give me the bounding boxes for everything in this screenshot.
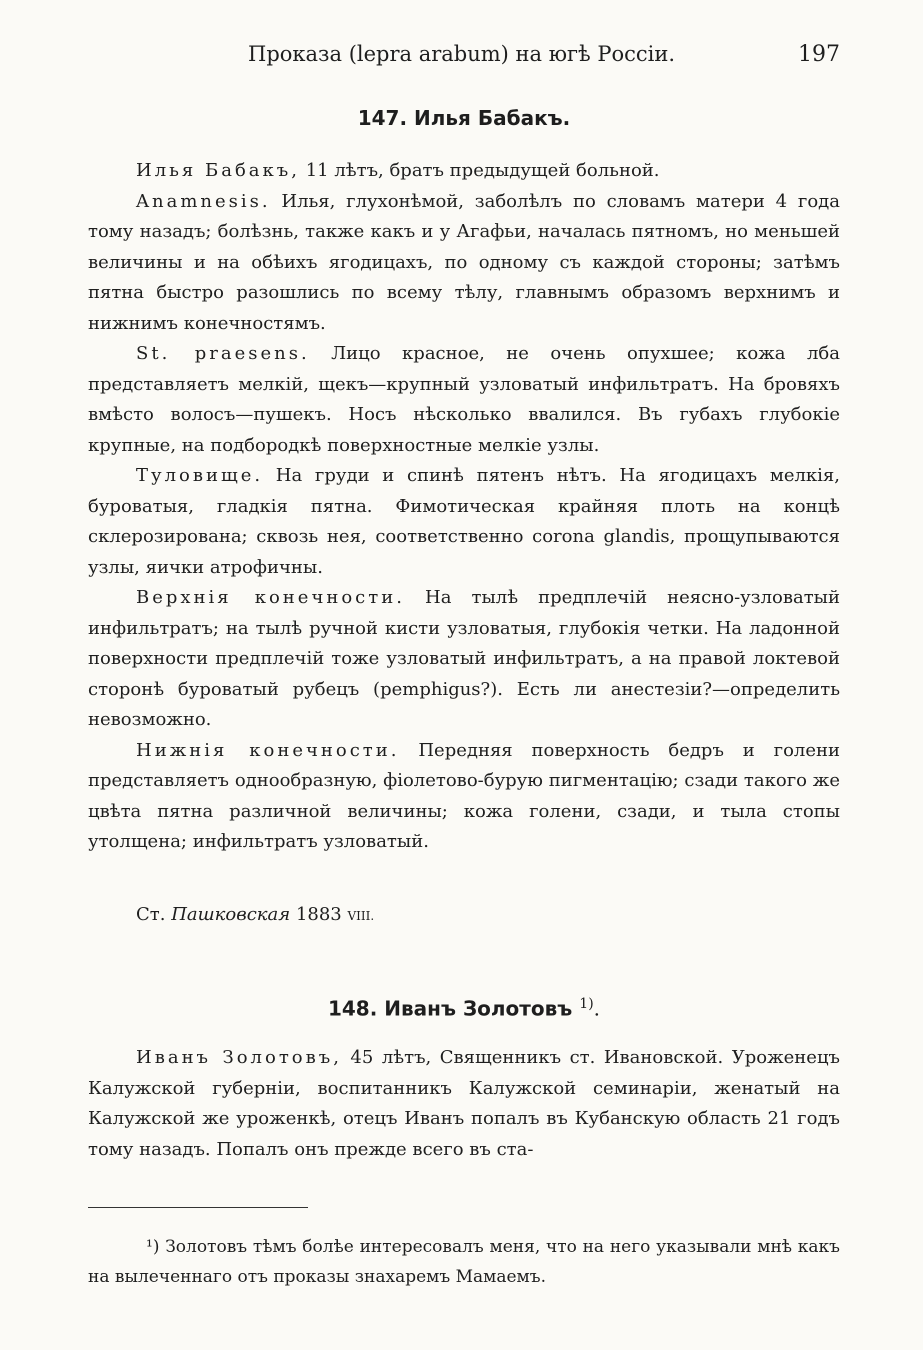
paragraph-lead: St. praesens. [136,343,310,364]
paragraph-text: Лицо красное, не очень опухшее; кожа лба представляетъ мелкій, щекъ—крупный узловатый инфильтратъ. На бровяхъ вмѣсто волосъ—пушекъ. Носъ нѣсколько ввалился. Въ губахъ глубокіе крупные, на подбородкѣ поверхностные мелкіе узлы. [88,343,840,456]
footnote-rule [88,1207,308,1208]
paragraph [88,187,840,340]
paragraph-text: Илья, глухонѣмой, заболѣлъ по словамъ матери 4 года тому назадъ; болѣзнь, также какъ и у Агафьи, началась пятномъ, но меньшей величины и на обѣихъ ягодицахъ, по одному съ каждой стороны; затѣмъ пятна быстро разошлись по всему тѣлу, главнымъ образомъ верхнимъ и нижнимъ конечностямъ. [88,190,840,334]
paragraph [88,461,840,583]
paragraph-text: Передняя поверхность бедръ и голени представляетъ однообразную, фіолетово-бурую пигментацію; сзади такого же цвѣта пятна различной величины; кожа голени, сзади, и тыла стопы утолщена; инфильтратъ узловатый. [88,739,840,852]
paragraph-text: На груди и спинѣ пятенъ нѣтъ. На ягодицахъ мелкія, буроватыя, гладкія пятна. Фимотическая крайняя плоть на концѣ склерозирована; сквозь нея, соответственно corona glandis, прощупываются узлы, яички атрофичны. [88,465,840,578]
paragraph [88,583,840,736]
paragraph [88,156,840,187]
paragraph-lead: Туловище. [136,465,264,486]
case-148-title-text: 148. Иванъ Золотовъ [327,996,573,1021]
paragraph-lead: Илья Бабакъ, [136,160,300,181]
footnote-text: ¹) Золотовъ тѣмъ болѣе интересовалъ меня, что на него указывали мнѣ какъ на вылеченнаго отъ проказы знахаремъ Мамаемъ. [88,1237,840,1287]
footnote [88,1232,840,1292]
paragraph [88,1043,840,1165]
case-147-body [88,156,840,858]
paragraph-text: На тылѣ предплечій неясно-узловатый инфильтратъ; на тылѣ ручной кисти узловатыя, глубокія четки. На ладонной поверхности предплечій тоже узловатый инфильтратъ, а на правой локтевой сторонѣ буроватый рубецъ (pemphigus?). Есть ли анестезіи?—определить невозможно. [88,587,840,730]
case-148-title [88,996,840,1021]
footnote-ref: 1) [579,996,594,1012]
running-title: Проказа (lepra arabum) на югѣ Россіи. [248,42,676,66]
case-147-title: 147. Илья Бабакъ. [357,106,571,130]
paragraph [88,736,840,858]
title-period: . [593,996,601,1021]
paragraph-text: 45 лѣтъ, Священникъ ст. Ивановской. Уроженецъ Калужской губерніи, воспитанникъ Калужской семинаріи, женатый на Калужской же уроженкѣ, отецъ Иванъ попалъ въ Кубанскую область 21 годъ тому назадъ. Попалъ онъ прежде всего въ ста- [88,1047,840,1160]
page-header [88,42,840,76]
case-147-source [136,904,374,925]
paragraph-text: 11 лѣтъ, братъ предыдущей больной. [299,160,660,181]
case-148-body [88,1043,840,1165]
source-month: VIII. [347,909,375,923]
paragraph-lead: Иванъ Золотовъ, [136,1047,342,1068]
paragraph [88,339,840,461]
paragraph-lead: Нижнія конечности. [136,739,400,761]
page-number: 197 [798,42,840,67]
paragraph-lead: Anamnesis. [136,190,271,212]
source-year: 1883 [290,904,348,925]
paragraph-lead: Верхнія конечности. [136,587,405,608]
source-prefix: Ст. [136,904,172,925]
source-place: Пашковская [171,904,291,925]
